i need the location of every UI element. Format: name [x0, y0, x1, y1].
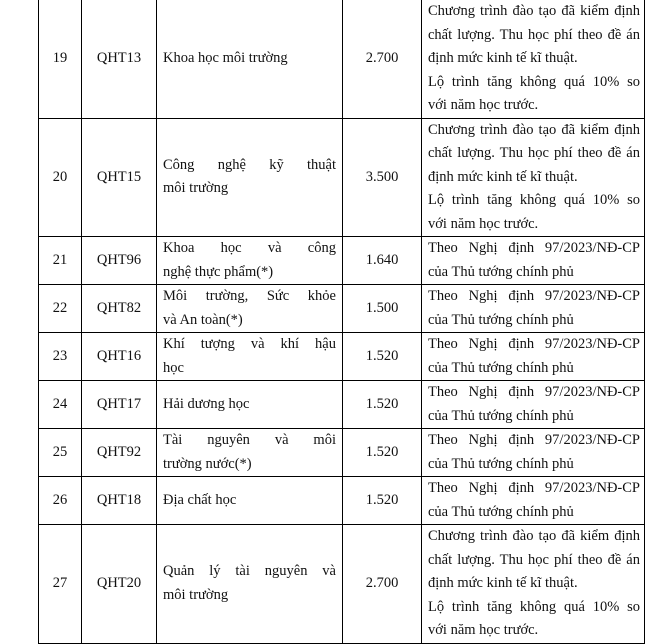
tuition-fee: 1.520 — [343, 429, 422, 477]
program-code: QHT18 — [82, 477, 157, 525]
fee-note — [422, 477, 645, 525]
fee-note-line: định mức kinh tế kĩ thuật. — [428, 575, 578, 591]
fee-note-line: Theo Nghị định 97/2023/NĐ-CP — [428, 384, 640, 400]
program-name — [157, 381, 343, 429]
fee-note — [422, 285, 645, 333]
fee-note-line: Lộ trình tăng không quá 10% so — [428, 192, 640, 208]
row-number: 19 — [39, 0, 82, 118]
program-code: QHT82 — [82, 285, 157, 333]
table-body — [39, 0, 645, 643]
tuition-fee: 3.500 — [343, 118, 422, 237]
program-name — [157, 429, 343, 477]
table-row — [39, 525, 645, 644]
program-name-line: Khoa học và công — [163, 240, 336, 256]
fee-note — [422, 333, 645, 381]
tuition-fee: 1.520 — [343, 381, 422, 429]
fee-note-line: chất lượng. Thu học phí theo đề án — [428, 551, 640, 568]
fee-note-line: Theo Nghị định 97/2023/NĐ-CP — [428, 336, 640, 352]
fee-note-line: định mức kinh tế kĩ thuật. — [428, 50, 578, 66]
program-code: QHT13 — [82, 0, 157, 118]
fee-note-line: của Thủ tướng chính phủ — [428, 359, 574, 376]
fee-note-line: chất lượng. Thu học phí theo đề án — [428, 145, 640, 161]
fee-note-line: của Thủ tướng chính phủ — [428, 503, 574, 520]
program-code: QHT17 — [82, 381, 157, 429]
fee-note-line: của Thủ tướng chính phủ — [428, 407, 574, 424]
program-name — [157, 525, 343, 644]
fee-note — [422, 0, 645, 118]
program-name-line: môi trường — [163, 180, 229, 197]
program-name-line: Công nghệ kỹ thuật — [163, 156, 336, 173]
program-name — [157, 0, 343, 118]
fee-note-line: Theo Nghị định 97/2023/NĐ-CP — [428, 240, 640, 256]
row-number: 27 — [39, 525, 82, 644]
row-number: 24 — [39, 381, 82, 429]
fee-note-line: Lộ trình tăng không quá 10% so — [428, 598, 640, 615]
program-name-line: nghệ thực phẩm(*) — [163, 263, 274, 280]
program-name-line: Địa chất học — [163, 491, 237, 508]
fee-note-line: định mức kinh tế kĩ thuật. — [428, 168, 578, 185]
program-name-line: Quản lý tài nguyên và — [163, 563, 336, 580]
table-row — [39, 333, 645, 381]
fee-note — [422, 525, 645, 644]
fee-note — [422, 118, 645, 237]
program-code: QHT15 — [82, 118, 157, 237]
program-name-line: và An toàn(*) — [163, 311, 243, 328]
program-name — [157, 285, 343, 333]
row-number: 25 — [39, 429, 82, 477]
fee-note-line: Lộ trình tăng không quá 10% so — [428, 73, 640, 90]
table-row — [39, 381, 645, 429]
row-number: 26 — [39, 477, 82, 525]
table-row — [39, 0, 645, 118]
program-name-line: học — [163, 359, 184, 376]
program-name — [157, 477, 343, 525]
tuition-fee: 1.520 — [343, 477, 422, 525]
program-name — [157, 333, 343, 381]
fee-note-line: Chương trình đào tạo đã kiểm định — [428, 3, 640, 19]
fee-note-line: Theo Nghị định 97/2023/NĐ-CP — [428, 288, 640, 304]
table-row — [39, 477, 645, 525]
fee-note-line: với năm học trước. — [428, 622, 539, 638]
fee-note-line: với năm học trước. — [428, 97, 539, 113]
fee-note — [422, 381, 645, 429]
fee-note-line: chất lượng. Thu học phí theo đề án — [428, 26, 640, 43]
program-name-line: Tài nguyên và môi — [163, 432, 336, 448]
table-row — [39, 118, 645, 237]
fee-note — [422, 429, 645, 477]
tuition-fee: 2.700 — [343, 0, 422, 118]
program-name-line: Môi trường, Sức khỏe — [163, 288, 336, 304]
table-row — [39, 285, 645, 333]
row-number: 20 — [39, 118, 82, 237]
program-name-line: môi trường — [163, 586, 229, 603]
program-code: QHT20 — [82, 525, 157, 644]
tuition-fee: 1.640 — [343, 237, 422, 285]
program-code: QHT96 — [82, 237, 157, 285]
fee-note-line: với năm học trước. — [428, 215, 539, 232]
tuition-table — [38, 0, 645, 644]
program-name — [157, 118, 343, 237]
tuition-fee: 1.520 — [343, 333, 422, 381]
fee-note-line: Theo Nghị định 97/2023/NĐ-CP — [428, 432, 640, 448]
fee-note-line: của Thủ tướng chính phủ — [428, 263, 574, 280]
program-name — [157, 237, 343, 285]
program-name-line: Hải dương học — [163, 395, 250, 412]
program-code: QHT92 — [82, 429, 157, 477]
table-row — [39, 429, 645, 477]
fee-note-line: Chương trình đào tạo đã kiểm định — [428, 121, 640, 138]
tuition-fee: 1.500 — [343, 285, 422, 333]
fee-note — [422, 237, 645, 285]
row-number: 22 — [39, 285, 82, 333]
program-name-line: Khí tượng và khí hậu — [163, 336, 336, 352]
tuition-fee: 2.700 — [343, 525, 422, 644]
fee-note-line: Chương trình đào tạo đã kiểm định — [428, 528, 640, 544]
row-number: 21 — [39, 237, 82, 285]
program-name-line: Khoa học môi trường — [163, 50, 288, 66]
table-row — [39, 237, 645, 285]
fee-note-line: Theo Nghị định 97/2023/NĐ-CP — [428, 480, 640, 496]
program-name-line: trường nước(*) — [163, 455, 252, 472]
fee-note-line: của Thủ tướng chính phủ — [428, 311, 574, 328]
program-code: QHT16 — [82, 333, 157, 381]
row-number: 23 — [39, 333, 82, 381]
fee-note-line: của Thủ tướng chính phủ — [428, 455, 574, 472]
